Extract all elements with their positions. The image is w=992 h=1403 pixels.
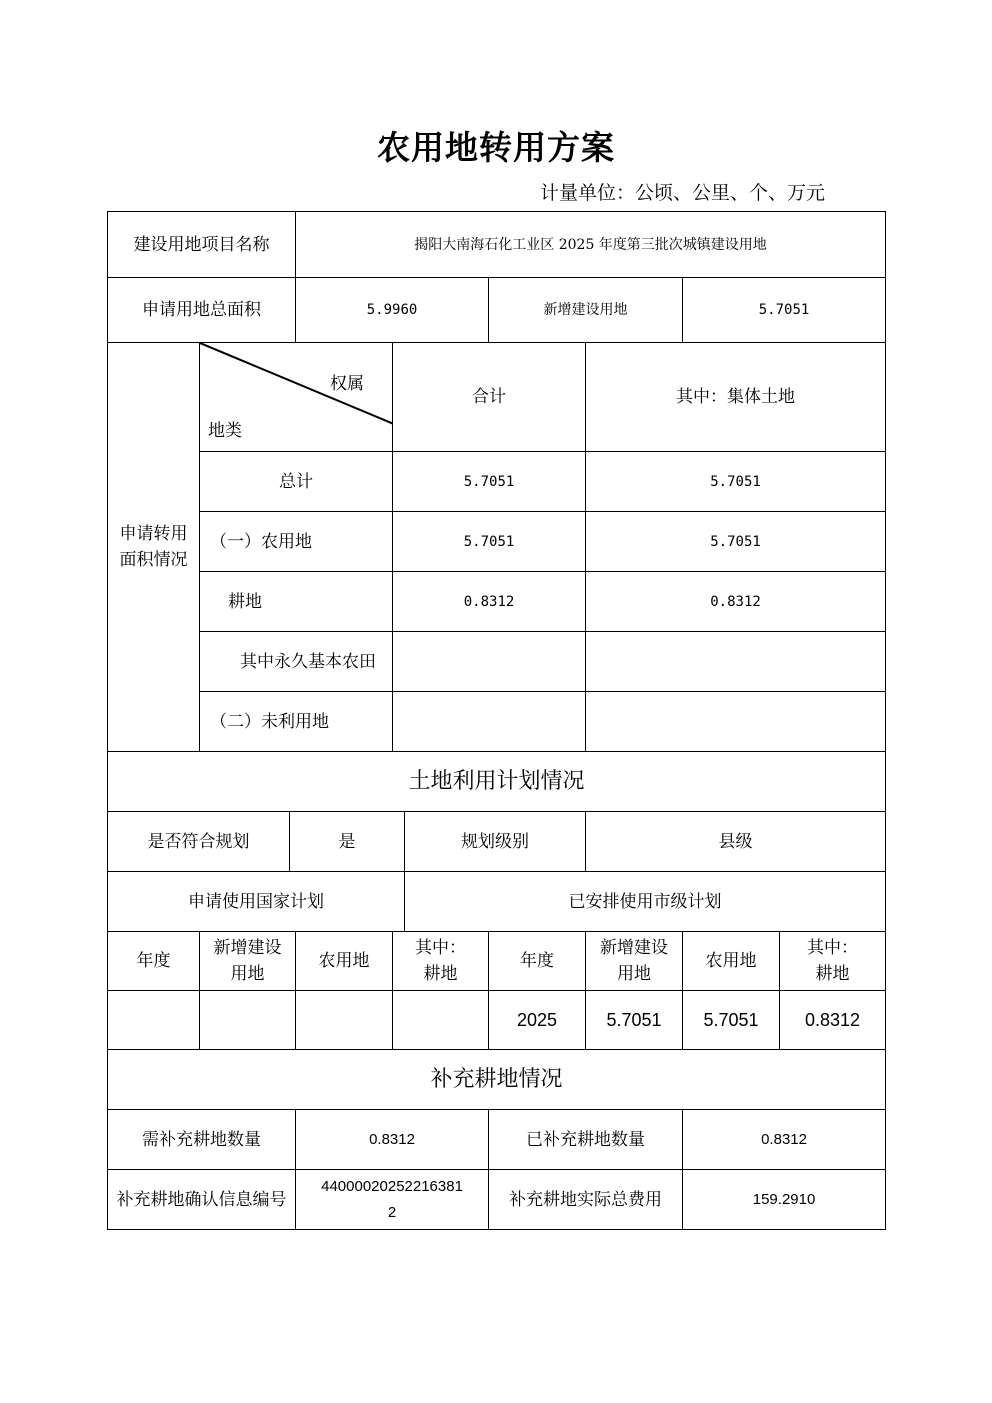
land-type-label: 地类 [208,421,242,441]
row-label-basic-farmland: 其中永久基本农田 [200,632,393,692]
grand-total-value: 5.7051 [393,452,586,512]
agricultural-collective: 5.7051 [586,512,886,572]
document-title: 农用地转用方案 [377,128,615,167]
national-header-cultivated [393,932,489,991]
plan-section-title: 土地利用计划情况 [108,752,886,812]
row-label-grand-total: 总计 [200,452,393,512]
done-supplement-value: 0.8312 [683,1110,886,1170]
city-header-year: 年度 [489,932,586,991]
need-supplement-label: 需补充耕地数量 [108,1110,296,1170]
diagonal-header-cell [200,343,393,452]
confirm-number-label: 补充耕地确认信息编号 [108,1170,296,1230]
cultivated-collective: 0.8312 [586,572,886,632]
confirm-number-cell [296,1170,489,1230]
col-collective-header: 其中：集体土地 [586,343,886,452]
need-supplement-value: 0.8312 [296,1110,489,1170]
agricultural-total: 5.7051 [393,512,586,572]
city-cultivated-value: 0.8312 [780,991,886,1050]
supplement-section-title: 补充耕地情况 [108,1050,886,1110]
conform-label: 是否符合规划 [108,812,290,872]
col-total-header: 合计 [393,343,586,452]
unused-collective [586,692,886,752]
done-supplement-label: 已补充耕地数量 [489,1110,683,1170]
total-area-value: 5.9960 [296,278,489,343]
city-header-new-text: 新增建设用地 [600,938,669,984]
national-new-value [200,991,296,1050]
unused-total [393,692,586,752]
city-header-agri: 农用地 [683,932,780,991]
national-header-new-text: 新增建设用地 [213,938,282,984]
national-header-year: 年度 [108,932,200,991]
row-label-unused: （二）未利用地 [200,692,393,752]
national-cultivated-value [393,991,489,1050]
level-value: 县级 [586,812,886,872]
national-plan-label: 申请使用国家计划 [108,872,405,932]
confirm-number-value: 440000202522163812 [321,1177,463,1221]
level-label: 规划级别 [405,812,586,872]
conform-value: 是 [290,812,405,872]
row-label-cultivated: 耕地 [200,572,393,632]
unit-note: 计量单位：公顷、公里、个、万元 [540,182,826,204]
new-construction-label: 新增建设用地 [489,278,683,343]
city-plan-label: 已安排使用市级计划 [405,872,886,932]
cultivated-total: 0.8312 [393,572,586,632]
new-construction-value: 5.7051 [683,278,886,343]
basic-farmland-total [393,632,586,692]
conversion-side-label [108,343,200,752]
row-label-agricultural: （一）农用地 [200,512,393,572]
national-header-cultivated-text: 其中：耕地 [415,938,467,984]
project-name-value: 揭阳大南海石化工业区 2025 年度第三批次城镇建设用地 [296,212,886,278]
city-header-new [586,932,683,991]
national-year-value [108,991,200,1050]
grand-total-collective: 5.7051 [586,452,886,512]
national-agri-value [296,991,393,1050]
actual-cost-label: 补充耕地实际总费用 [489,1170,683,1230]
basic-farmland-collective [586,632,886,692]
city-header-cultivated [780,932,886,991]
actual-cost-value: 159.2910 [683,1170,886,1230]
city-new-value: 5.7051 [586,991,683,1050]
national-header-agri: 农用地 [296,932,393,991]
conversion-side-text: 申请转用面积情况 [119,524,188,570]
total-area-label: 申请用地总面积 [108,278,296,343]
national-header-new [200,932,296,991]
project-name-label: 建设用地项目名称 [108,212,296,278]
city-agri-value: 5.7051 [683,991,780,1050]
city-year-value: 2025 [489,991,586,1050]
city-header-cultivated-text: 其中：耕地 [807,938,859,984]
land-conversion-table [107,211,886,1230]
ownership-label: 权属 [330,374,365,394]
